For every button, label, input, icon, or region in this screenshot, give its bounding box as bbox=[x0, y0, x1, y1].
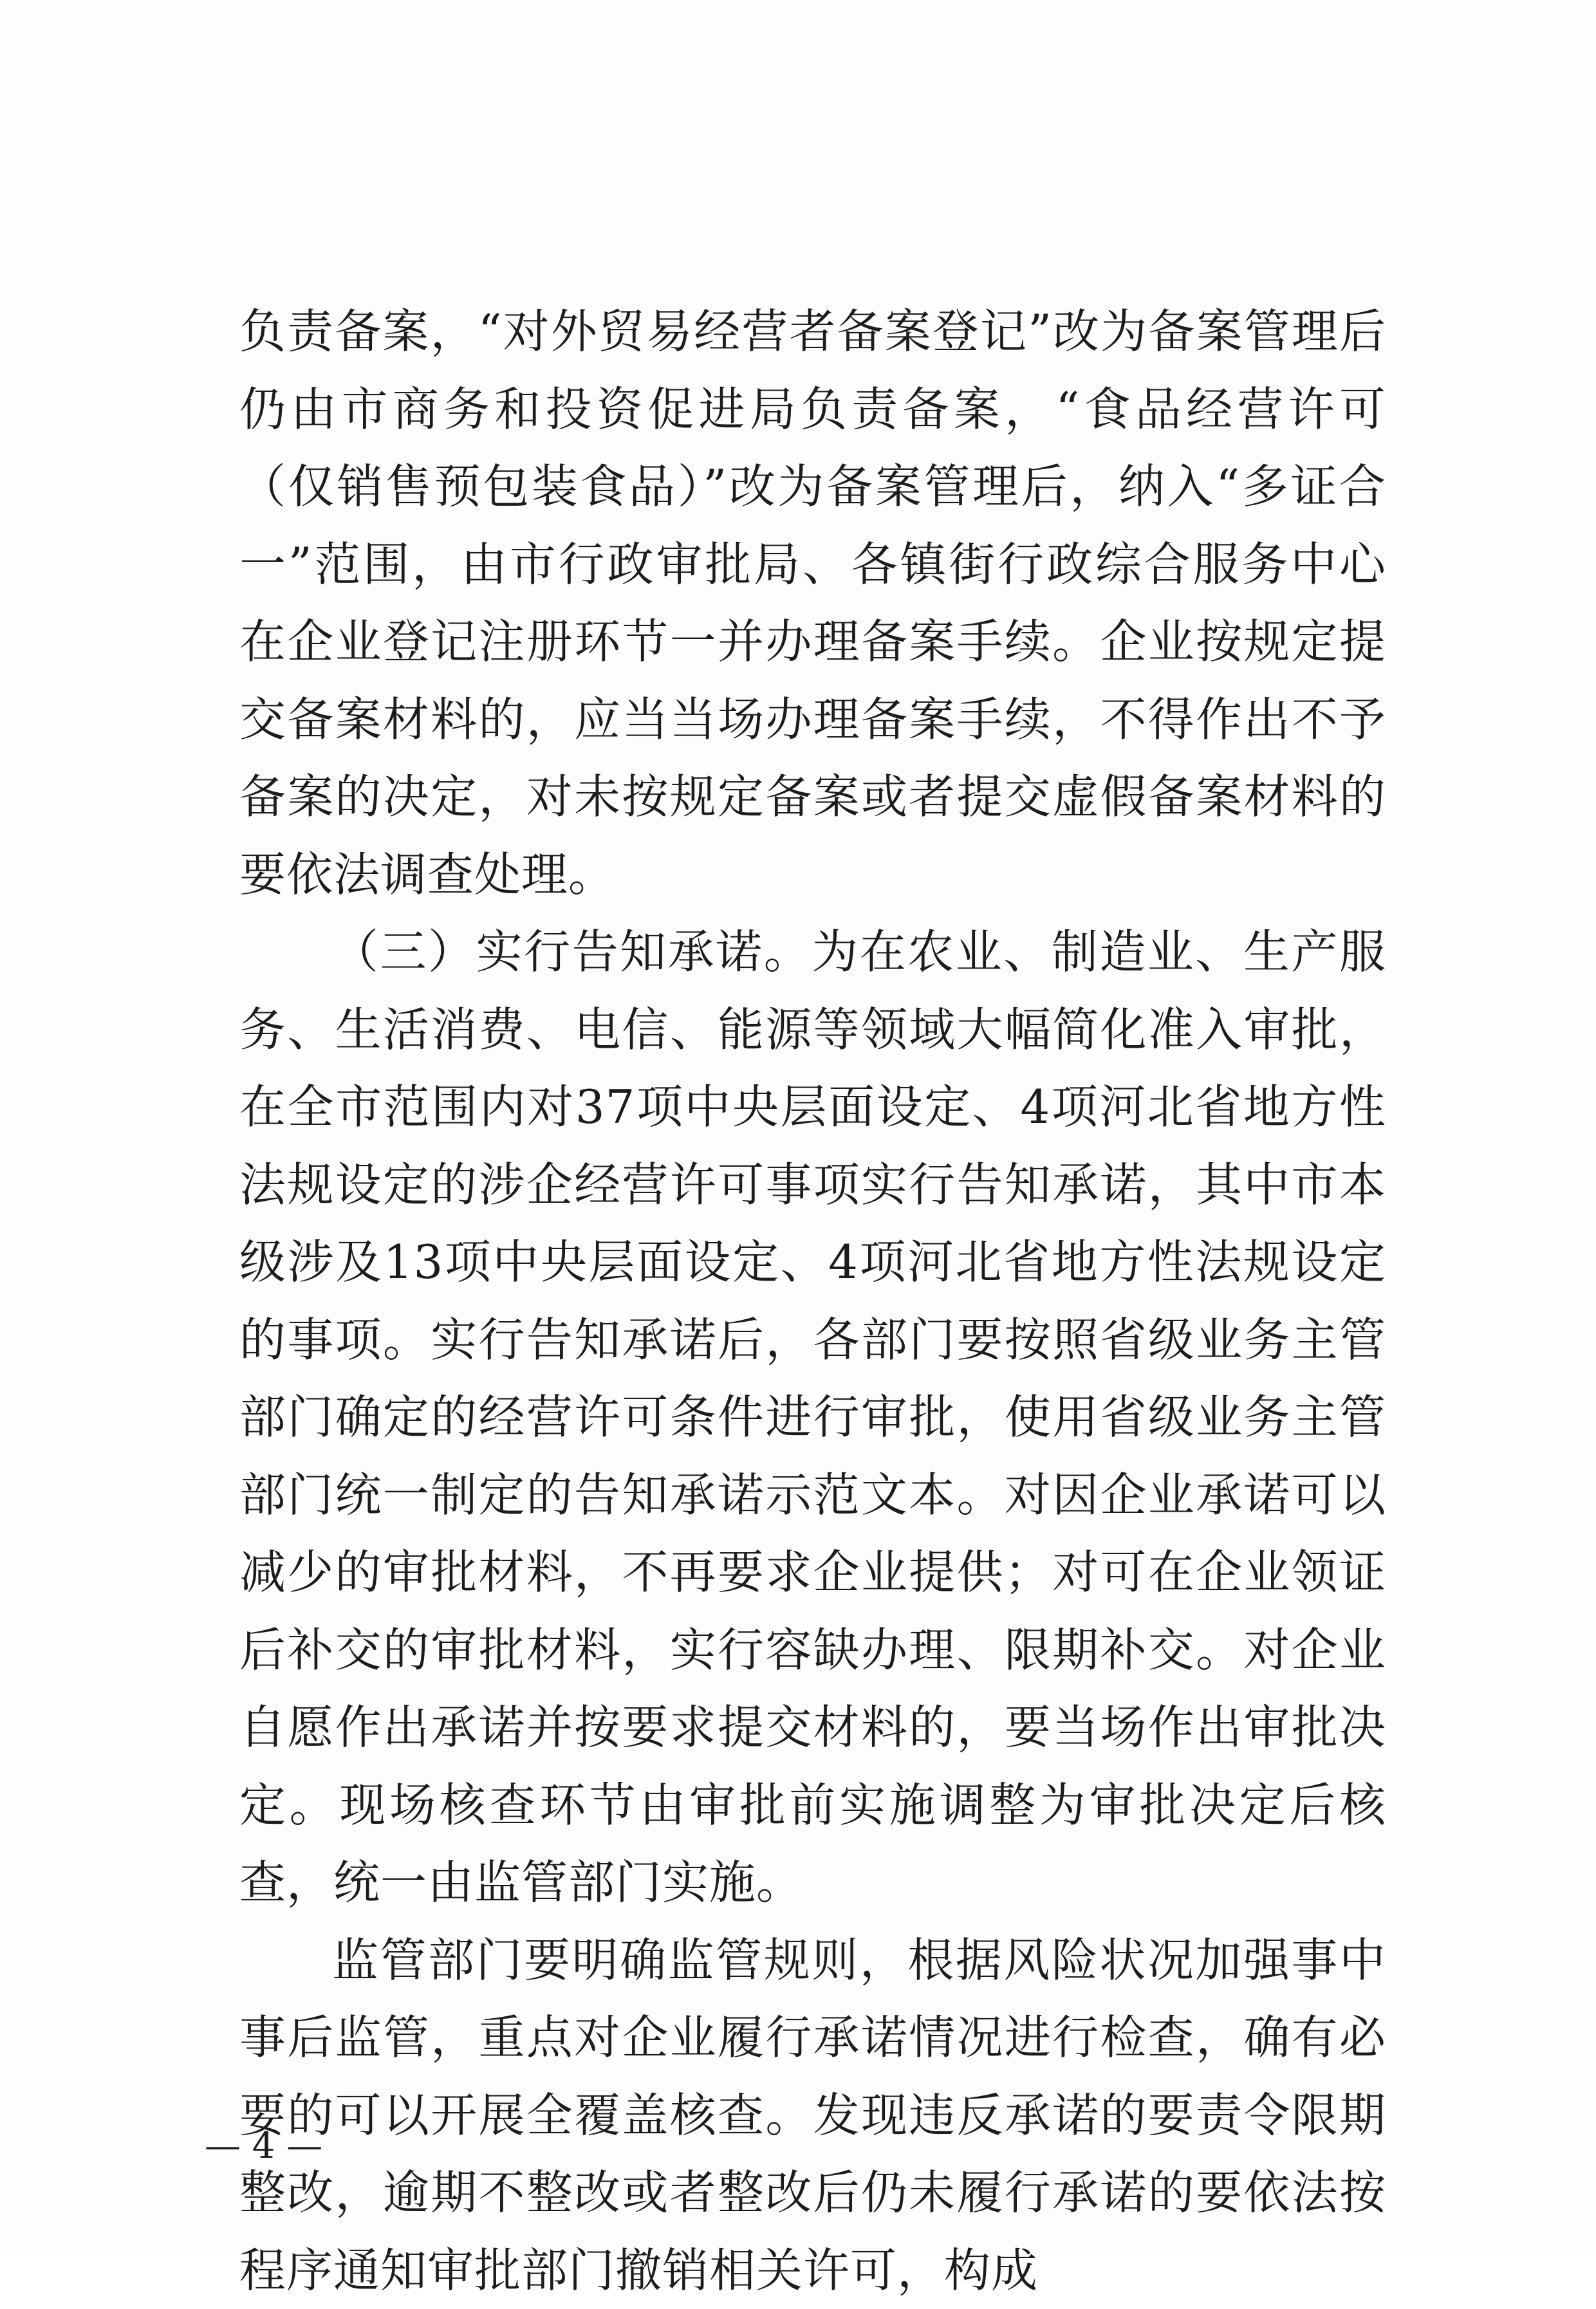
paragraph-continuation: 负责备案，“对外贸易经营者备案登记”改为备案管理后仍由市商务和投资促进局负责备案，“食品经营许可（仅销售预包装食品）”改为备案管理后，纳入“多证合一”范围，由市行政审批局、各镇街行政综合服务中心在企业登记注册环节一并办理备案手续。企业按规定提交备案材料的，应当当场办理备案手续，不得作出不予备案的决定，对未按规定备案或者提交虚假备案材料的要依法调查处理。 bbox=[239, 293, 1386, 913]
paragraph-notification-commitment: （三）实行告知承诺。为在农业、制造业、生产服务、生活消费、电信、能源等领域大幅简化准入审批，在全市范围内对37项中央层面设定、4项河北省地方性法规设定的涉企经营许可事项实行告知承诺，其中市本级涉及13项中央层面设定、4项河北省地方性法规设定的事项。实行告知承诺后，各部门要按照省级业务主管部门确定的经营许可条件进行审批，使用省级业务主管部门统一制定的告知承诺示范文本。对因企业承诺可以减少的审批材料，不再要求企业提供；对可在企业领证后补交的审批材料，实行容缺办理、限期补交。对企业自愿作出承诺并按要求提交材料的，要当场作出审批决定。现场核查环节由审批前实施调整为审批决定后核查，统一由监管部门实施。 bbox=[239, 913, 1386, 1922]
paragraph-supervision: 监管部门要明确监管规则，根据风险状况加强事中事后监管，重点对企业履行承诺情况进行检查，确有必要的可以开展全覆盖核查。发现违反承诺的要责令限期整改，逾期不整改或者整改后仍未履行承诺的要依法按程序通知审批部门撤销相关许可，构成 bbox=[239, 1922, 1386, 2309]
document-body bbox=[239, 293, 1386, 2309]
page-number: — 4 — bbox=[205, 2124, 322, 2169]
